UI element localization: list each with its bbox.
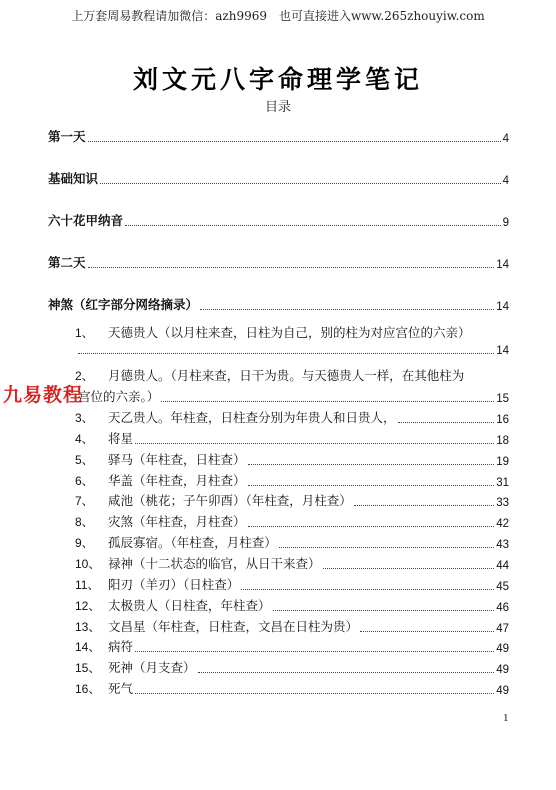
toc-page-number: 49 — [496, 685, 509, 697]
toc-entry-sub[interactable] — [75, 512, 509, 530]
toc-entry-main[interactable] — [48, 295, 509, 313]
toc-entry-number: 6、 — [75, 474, 94, 488]
toc-entry-main[interactable] — [48, 211, 509, 229]
toc-entry-label: 禄神（十二状态的临官，从日干来查） — [108, 556, 321, 571]
leader-dots — [125, 224, 501, 226]
toc-entry-number: 5、 — [75, 453, 94, 467]
toc-entry-number: 11、 — [75, 578, 100, 592]
toc-entry-label: 第一天 — [48, 129, 86, 144]
leader-dots — [248, 484, 495, 486]
document-title: 刘文元八字命理学笔记 — [132, 65, 423, 94]
toc-page-number: 14 — [496, 301, 509, 313]
toc-entry-number: 14、 — [75, 640, 101, 654]
toc-entry-number: 1、 — [75, 326, 94, 340]
toc-entry-label: 死气 — [108, 681, 134, 696]
toc-entry-main[interactable] — [48, 169, 509, 187]
toc-entry-label-cont: 宫位的六亲。） — [78, 389, 160, 404]
leader-dots — [241, 588, 494, 590]
toc-entry-label: 孤辰寡宿。（年柱查，月柱查） — [108, 535, 277, 550]
toc-entry-label: 六十花甲纳音 — [48, 213, 124, 228]
toc-page-number: 15 — [496, 393, 509, 405]
toc-page-number: 14 — [496, 259, 509, 271]
toc-page-number: 43 — [496, 539, 509, 551]
toc-entry-sub[interactable] — [75, 575, 509, 593]
toc-entry-label: 太极贵人（日柱查，年柱查） — [108, 598, 271, 613]
toc-entry-label: 阳刃（羊刃）（日柱查） — [108, 577, 240, 592]
toc-page-number: 33 — [496, 497, 509, 509]
toc-entry-label: 天德贵人（以月柱来查，日柱为自己，别的柱为对应宫位的六亲） — [108, 325, 471, 340]
toc-entry-number: 13、 — [75, 620, 101, 634]
toc-page-number: 47 — [496, 623, 509, 635]
toc-entry-label: 神煞（红字部分网络摘录） — [48, 297, 199, 312]
toc-heading: 目录 — [264, 100, 291, 115]
toc-page-number: 19 — [496, 456, 509, 468]
toc-page-number: 49 — [496, 643, 509, 655]
toc-entry-sub[interactable] — [75, 658, 509, 676]
leader-dots — [248, 463, 495, 465]
toc-entry-sub[interactable] — [75, 408, 509, 426]
toc-entry-number: 7、 — [75, 494, 94, 508]
toc-entry-sub[interactable] — [75, 323, 509, 341]
leader-dots — [360, 630, 494, 632]
leader-dots — [161, 400, 494, 402]
toc-entry-label: 文昌星（年柱查，日柱查，文昌在日柱为贵） — [108, 619, 359, 634]
toc-entry-label: 灾煞（年柱查，月柱查） — [108, 514, 246, 529]
toc-entry-continuation[interactable] — [78, 387, 509, 405]
toc-page-number: 4 — [502, 175, 509, 187]
toc-entry-number: 3、 — [75, 411, 94, 425]
toc-page-number: 45 — [496, 581, 509, 593]
leader-dots — [279, 546, 494, 548]
toc-entry-continuation[interactable] — [78, 345, 509, 357]
leader-dots — [78, 352, 494, 354]
page-header: 上万套周易教程请加微信：azh9969 也可直接进入www.265zhouyiw.com — [71, 9, 485, 23]
toc-entry-label: 华盖（年柱查，月柱查） — [108, 473, 246, 488]
leader-dots — [135, 442, 494, 444]
toc-entry-main[interactable] — [48, 253, 509, 271]
toc-entry-number: 4、 — [75, 432, 94, 446]
toc-entry-label: 月德贵人。（月柱来查，日干为贵。与天德贵人一样，在其他柱为 — [108, 368, 465, 383]
toc-page-number: 49 — [496, 664, 509, 676]
leader-dots — [200, 308, 494, 310]
leader-dots — [323, 567, 495, 569]
leader-dots — [88, 266, 495, 268]
toc-entry-label: 咸池（桃花；子午卯酉）（年柱查，月柱查） — [108, 493, 352, 508]
toc-entry-main[interactable] — [48, 127, 509, 145]
toc-page-number: 9 — [502, 217, 509, 229]
toc-entry-sub[interactable] — [75, 637, 509, 655]
page-number: 1 — [503, 712, 509, 724]
toc-entry-sub[interactable] — [75, 596, 509, 614]
toc-entry-label: 基础知识 — [48, 171, 99, 186]
toc-page-number: 16 — [496, 414, 509, 426]
toc-entry-sub[interactable] — [75, 617, 509, 635]
toc-entry-label: 病符 — [108, 639, 134, 654]
toc-page-number: 46 — [496, 602, 509, 614]
leader-dots — [248, 525, 495, 527]
leader-dots — [88, 140, 501, 142]
leader-dots — [100, 182, 501, 184]
toc-entry-number: 9、 — [75, 536, 94, 550]
leader-dots — [398, 421, 495, 423]
toc-entry-label: 天乙贵人。年柱查，日柱查分别为年贵人和日贵人， — [108, 410, 396, 425]
toc-entry-label: 第二天 — [48, 255, 86, 270]
watermark-logo: 九易教程 — [3, 384, 84, 406]
toc-page-number: 44 — [496, 560, 509, 572]
toc-entry-sub[interactable] — [75, 471, 509, 489]
toc-entry-sub[interactable] — [75, 450, 509, 468]
toc-entry-label: 死神（月支查） — [108, 660, 196, 675]
toc-entry-number: 12、 — [75, 599, 101, 613]
toc-entry-sub[interactable] — [75, 366, 509, 384]
toc-page-number: 18 — [496, 435, 509, 447]
toc-page-number: 4 — [502, 133, 509, 145]
toc-entry-sub[interactable] — [75, 554, 509, 572]
toc-entry-number: 8、 — [75, 515, 94, 529]
toc-entry-label: 将星 — [108, 431, 134, 446]
toc-page-number: 42 — [496, 518, 509, 530]
toc-entry-sub[interactable] — [75, 533, 509, 551]
toc-page-number: 31 — [496, 477, 509, 489]
toc-entry-number: 2、 — [75, 369, 94, 383]
toc-entry-number: 15、 — [75, 661, 101, 675]
toc-entry-sub[interactable] — [75, 491, 509, 509]
leader-dots — [135, 692, 494, 694]
toc-entry-sub[interactable] — [75, 429, 509, 447]
leader-dots — [273, 609, 495, 611]
toc-page-number: 14 — [496, 345, 509, 357]
leader-dots — [354, 504, 494, 506]
leader-dots — [198, 671, 495, 673]
toc-entry-label: 驿马（年柱查，日柱查） — [108, 452, 246, 467]
leader-dots — [135, 650, 494, 652]
toc-entry-number: 16、 — [75, 682, 101, 696]
toc-entry-sub[interactable] — [75, 679, 509, 697]
toc-entry-number: 10、 — [75, 557, 101, 571]
